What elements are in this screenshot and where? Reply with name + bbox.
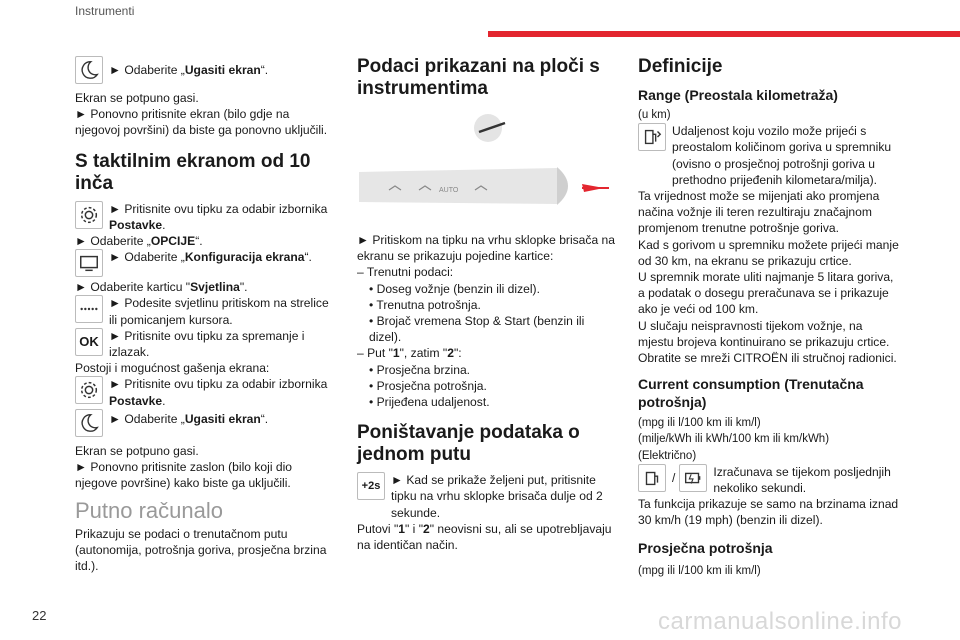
text-ekran-ugasi: Ekran se potpuno gasi. (75, 91, 199, 105)
moon-icon (75, 409, 103, 437)
text-cur-2: (milje/kWh ili kWh/100 km ili km/kWh) (638, 433, 830, 446)
plus-2s-icon: +2s (357, 472, 385, 500)
text-range-3: Kad s gorivom u spremniku možete prijeći manje od 30 km, na ekranu se prikazuju crtice. (638, 237, 899, 268)
header-accent-bar (488, 31, 960, 37)
brightness-icon (75, 295, 103, 323)
battery-consumption-icon (679, 464, 707, 492)
list1-item-1: • Trenutna potrošnja. (369, 297, 481, 312)
step-postavke-2: ► Pritisnite ovu tipku za odabir izbornika Postavke. (75, 376, 337, 408)
text-ponovno-1: ► Ponovno pritisnite ekran (bilo gdje na njegovoj površini) da biste ga ponovno uključili. (75, 107, 328, 138)
heading-podaci: Podaci prikazani na ploči s instrumentima (357, 56, 600, 99)
range-block: Udaljenost koju vozilo može prijeći s preostalom količinom goriva u spremniku (ovisno o prosječnoj potrošnji goriva u prethodno prijeđenih kilometara/milja). (638, 123, 900, 188)
slash: / (672, 470, 676, 485)
text-pros-units: (mpg ili l/100 km ili km/l) (638, 564, 761, 577)
text-trenutni: – Trenutni podaci: (357, 265, 454, 280)
gear-icon (75, 376, 103, 404)
svg-text:AUTO: AUTO (439, 187, 459, 194)
fuel-range-icon (638, 123, 666, 151)
step-postavke-1: ► Pritisnite ovu tipku za odabir izbornika Postavke. (75, 201, 337, 233)
text-pritiskom: ► Pritiskom na tipku na vrhu sklopke brisača na ekranu se prikazuju pojedine kartice: (357, 233, 615, 264)
text-putovi: Putovi "1" i "2" neovisni su, ali se upotrebljavaju na identičan način. (357, 521, 612, 553)
text-cur-3: (Električno) (638, 449, 697, 462)
heading-ponistavanje: Poništavanje podataka o jednom putu (357, 422, 580, 466)
list1-item-2: • Brojač vremena Stop & Start (benzin ili dizel). (369, 314, 585, 345)
list2-item-2: • Prijeđena udaljenost. (369, 395, 490, 410)
heading-range: Range (Preostala kilometraža) (638, 87, 838, 103)
page-number: 22 (32, 608, 47, 623)
heading-definicije: Definicije (638, 56, 723, 77)
heading-prosjecna: Prosječna potrošnja (638, 539, 773, 556)
step-spremanje: OK ► Pritisnite ovu tipku za spremanje i izlazak. (75, 328, 337, 360)
step-opcije: ► Odaberite „OPCIJE“. (75, 234, 203, 249)
step-2s: +2s ► Kad se prikaže željeni put, pritisnite tipku na vrhu sklopke brisača dulje od 2 sekunde. (357, 472, 619, 521)
current-block: / Izračunava se tijekom posljednjih nekoliko sekundi. (638, 464, 900, 496)
list1-item-0: • Doseg vožnje (benzin ili dizel). (369, 281, 540, 296)
column-2 (357, 56, 619, 553)
step-konfiguracija: ► Odaberite „Konfiguracija ekrana“. (75, 249, 337, 277)
step-ugasiti-1: ► Odaberite „Ugasiti ekran“. (75, 56, 337, 84)
heading-taktilni: S taktilnim ekranom od 10 inča (75, 150, 311, 194)
text-range-4: U spremnik morate uliti najmanje 5 litara goriva, a podatak o dosegu preračunava se i prikazuje ako je veći od 100 km. (638, 270, 894, 317)
wiper-stalk-illustration (357, 110, 619, 230)
step-ugasiti-2: ► Odaberite „Ugasiti ekran“. (75, 409, 337, 437)
running-header: Instrumenti (75, 4, 135, 18)
text-u-km: (u km) (638, 109, 671, 121)
text-put: – Put "1", zatim "2": (357, 346, 462, 361)
text-putno: Prikazuju se podaci o trenutačnom putu (autonomija, potrošnja goriva, prosječna brzina itd.). (75, 526, 327, 574)
moon-icon (75, 56, 103, 84)
text-postoji: Postoji i mogućnost gašenja ekrana: (75, 361, 270, 376)
gear-icon (75, 201, 103, 229)
text-cur-1: (mpg ili l/100 km ili km/l) (638, 417, 761, 430)
text-ta-funkcija: Ta funkcija prikazuje se samo na brzinama iznad 30 km/h (19 mph) (benzin ili dizel). (638, 497, 899, 528)
column-1 (75, 56, 337, 574)
text-ponovno-2: ► Ponovno pritisnite zaslon (bilo koji dio njegove površine) kako biste ga uključili. (75, 460, 293, 491)
heading-putno: Putno računalo (75, 498, 223, 524)
fuel-consumption-icon (638, 464, 666, 492)
column-3 (638, 56, 900, 579)
step-svjetlina: ► Odaberite karticu "Svjetlina". (75, 280, 248, 295)
watermark: carmanualsonline.info (658, 608, 902, 635)
step-podesite: ► Podesite svjetlinu pritiskom na strelice ili pomicanjem kursora. (75, 295, 337, 327)
text-range-2: Ta vrijednost može se mijenjati ako promjena načina vožnje ili teren rezultiraju značajnom promjenom trenutne potrošnje goriva. (638, 189, 880, 236)
ok-icon: OK (75, 328, 103, 356)
text-range-5: U slučaju neispravnosti tijekom vožnje, na mjestu brojeva kontinuirano se prikazuju crtice. Obratite se mreži CITROËN ili stručnoj radionici. (638, 318, 897, 366)
monitor-icon (75, 249, 103, 277)
text-ekran-ugasi-2: Ekran se potpuno gasi. (75, 443, 199, 458)
list2-item-1: • Prosječna potrošnja. (369, 378, 487, 393)
wiper-stalk-icon (357, 110, 619, 230)
list2-item-0: • Prosječna brzina. (369, 362, 471, 377)
heading-current: Current consumption (Trenutačna potrošnja) (638, 376, 864, 411)
